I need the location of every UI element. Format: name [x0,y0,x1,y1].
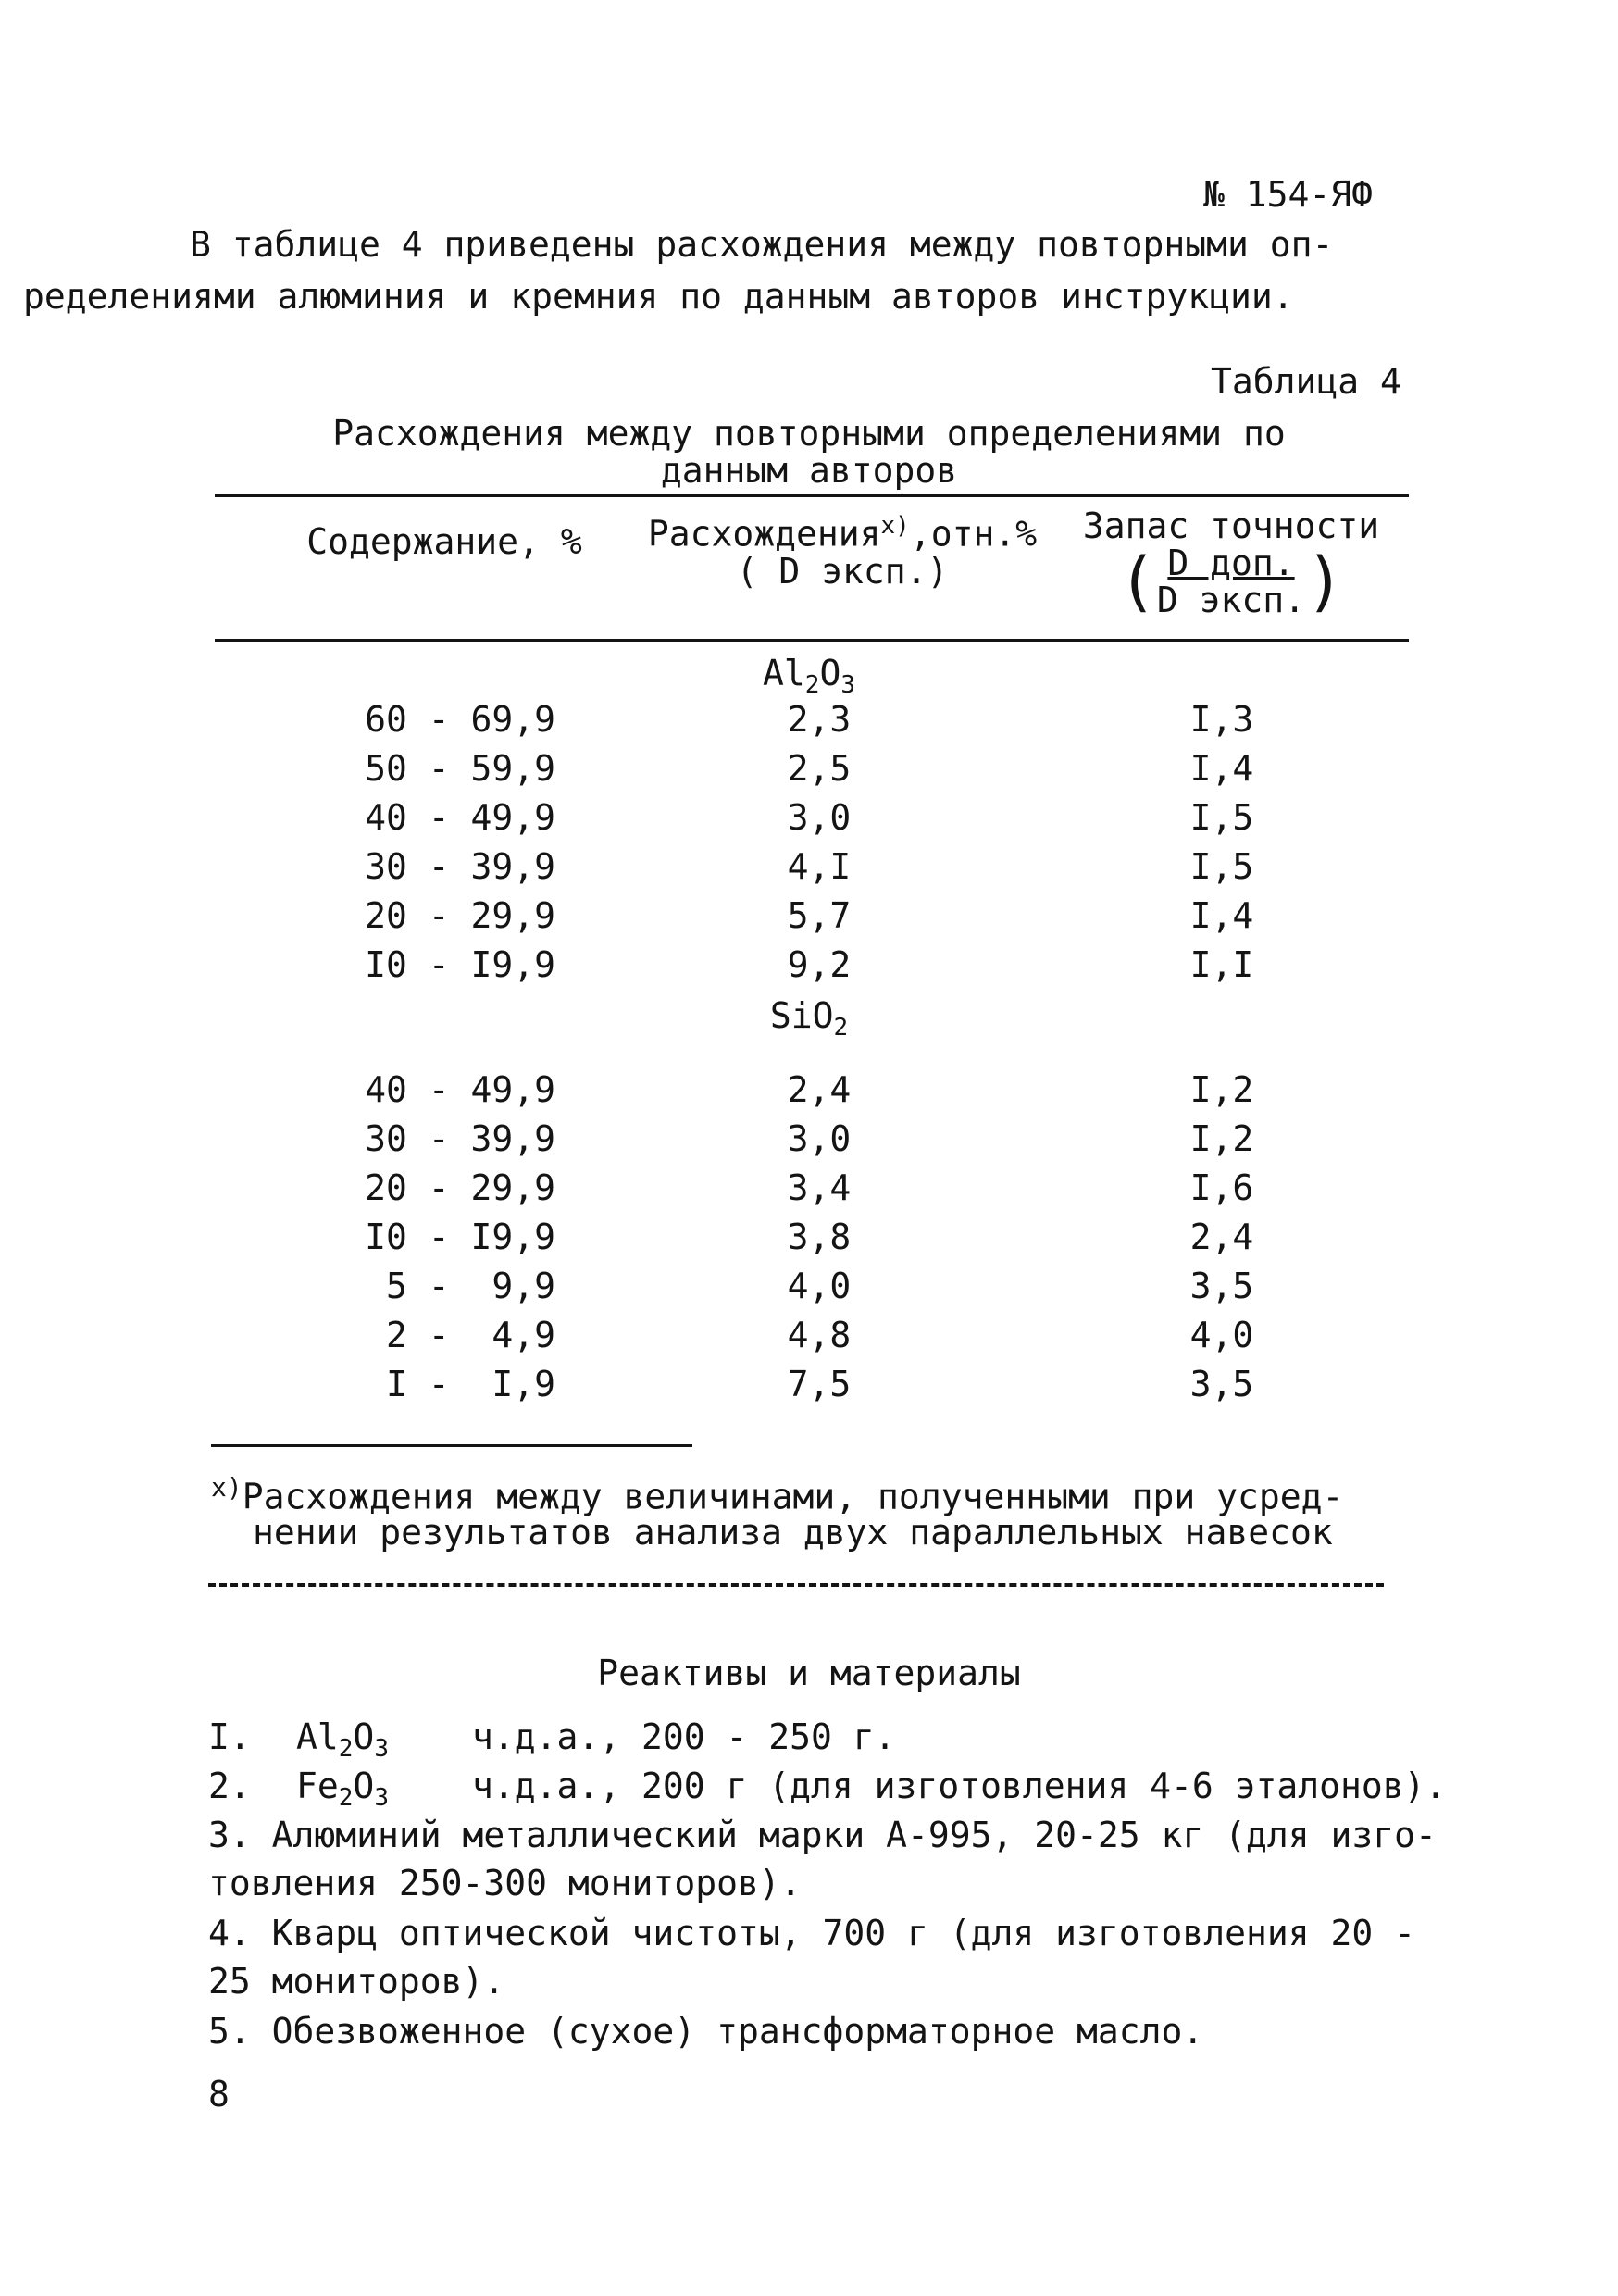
header-content [296,523,592,560]
table-row [0,1167,1618,1216]
margin-fraction [1157,544,1305,618]
table-row [0,944,1618,992]
range-cell: 30 - 39,9 [365,846,555,887]
difference-cell: 4,0 [787,1266,852,1306]
difference-cell: 9,2 [787,944,852,985]
difference-cell: 7,5 [787,1364,852,1404]
margin-cell: 3,5 [1189,1266,1254,1306]
table-header-rule [215,639,1409,642]
margin-cell: I,I [1189,944,1254,985]
reagents-heading: Реактивы и материалы [597,1653,1021,1693]
footnote-ref: x) [880,512,910,540]
header-margin-line-1: Запас точности [1082,505,1380,546]
range-cell: 60 - 69,9 [365,699,555,740]
difference-cell: 3,4 [787,1167,852,1208]
reagent-formula: $Fe_2O_3$ [296,1766,389,1812]
table-row [0,846,1618,894]
range-cell: 2 - 4,9 [385,1315,555,1355]
reagent-number: I. [208,1716,251,1757]
table-row [0,797,1618,845]
fraction-numerator: D доп. [1167,543,1295,583]
table-row [0,895,1618,943]
intro-line-1: В таблице 4 приведены расхождения между повторными оп- [190,224,1334,265]
margin-cell: I,4 [1189,748,1254,789]
header-difference-label: Расхождения [647,513,881,555]
reagent-line-1: 5. Обезвоженное (сухое) трансформаторное масло. [208,2011,1204,2052]
header-margin-fraction [1064,544,1398,618]
table-row [0,699,1618,747]
table-title [0,415,1618,489]
difference-cell: 2,4 [787,1069,852,1110]
range-cell: 20 - 29,9 [365,1167,555,1208]
reagent-line-2: 25 мониторов). [208,1961,505,2002]
reagent-formula: $Al_2O_3$ [296,1716,389,1763]
dashed-separator [208,1583,1384,1587]
range-cell: I - I,9 [385,1364,555,1404]
difference-cell: 3,0 [787,1118,852,1159]
section-label-sio2: SiO$_2$ [769,995,849,1042]
footnote-line-2: нении результатов анализа двух параллельных навесок [253,1511,1333,1553]
margin-cell: 3,5 [1189,1364,1254,1404]
header-difference-line-2: ( D эксп.) [736,550,949,592]
table-row [0,1069,1618,1117]
range-cell: I0 - I9,9 [365,944,555,985]
table-label: Таблица 4 [1211,361,1401,402]
reagent-item-4 [208,1909,1415,2005]
page-number: 8 [208,2074,230,2115]
table-row [0,1118,1618,1167]
difference-cell: 3,0 [787,797,852,838]
difference-cell: 5,7 [787,895,852,936]
document-number: № 154-ЯФ [1203,174,1374,215]
intro-line-2: ределениями алюминия и кремния по данным авторов инструкции. [23,276,1294,317]
range-cell: 30 - 39,9 [365,1118,555,1159]
table-title-line-2: данным авторов [660,450,958,491]
margin-cell: 4,0 [1189,1315,1254,1355]
difference-cell: 3,8 [787,1217,852,1257]
margin-cell: I,4 [1189,895,1254,936]
reagent-text: ч.д.а., 200 - 250 г. [472,1716,896,1757]
margin-cell: I,5 [1189,797,1254,838]
margin-cell: 2,4 [1189,1217,1254,1257]
reagent-number: 2. [208,1766,251,1806]
margin-cell: I,2 [1189,1118,1254,1159]
margin-cell: I,2 [1189,1069,1254,1110]
header-difference-unit: ,отн.% [909,513,1038,555]
reagent-line-1: 4. Кварц оптической чистоты, 700 г (для изготовления 20 - [208,1913,1416,1953]
range-cell: I0 - I9,9 [365,1217,555,1257]
difference-cell: 2,3 [787,699,852,740]
reagent-item-3 [208,1811,1437,1907]
table-row [0,1364,1618,1412]
footnote [211,1470,1344,1553]
table-row [0,1217,1618,1265]
range-cell: 50 - 59,9 [365,748,555,789]
margin-cell: I,5 [1189,846,1254,887]
reagent-text: ч.д.а., 200 г (для изготовления 4-6 эталонов). [472,1766,1447,1806]
difference-cell: 4,8 [787,1315,852,1355]
footnote-mark: x) [211,1472,243,1503]
table-row [0,1315,1618,1363]
header-margin [1064,507,1398,618]
table-row [0,748,1618,796]
range-cell: 20 - 29,9 [365,895,555,936]
margin-cell: I,3 [1189,699,1254,740]
difference-cell: 4,I [787,846,852,887]
margin-cell: I,6 [1189,1167,1254,1208]
table-row [0,1266,1618,1314]
intro-paragraph [23,218,1334,322]
table-title-line-1: Расхождения между повторными определениями по [332,413,1286,454]
section-label-al2o3: $Al_2O_3$ [763,653,855,699]
table-top-rule [215,494,1409,497]
range-cell: 40 - 49,9 [365,1069,555,1110]
header-difference-line-1 [639,507,1046,553]
reagent-line-2: товления 250-300 мониторов). [208,1863,802,1903]
header-content-label: Содержание, % [306,521,582,562]
left-paren-icon: ( [1117,543,1157,619]
range-cell: 5 - 9,9 [385,1266,555,1306]
reagent-line-1: 3. Алюминий металлический марки А-995, 20-25 кг (для изго- [208,1815,1437,1855]
fraction-denominator: D эксп. [1156,580,1306,620]
difference-cell: 2,5 [787,748,852,789]
reagent-item-5 [208,2007,1203,2055]
range-cell: 40 - 49,9 [365,797,555,838]
footnote-line-1: Расхождения между величинами, полученными при усред- [242,1476,1344,1517]
right-paren-icon: ) [1305,543,1345,619]
header-difference [639,507,1046,590]
footnote-rule [211,1444,692,1447]
